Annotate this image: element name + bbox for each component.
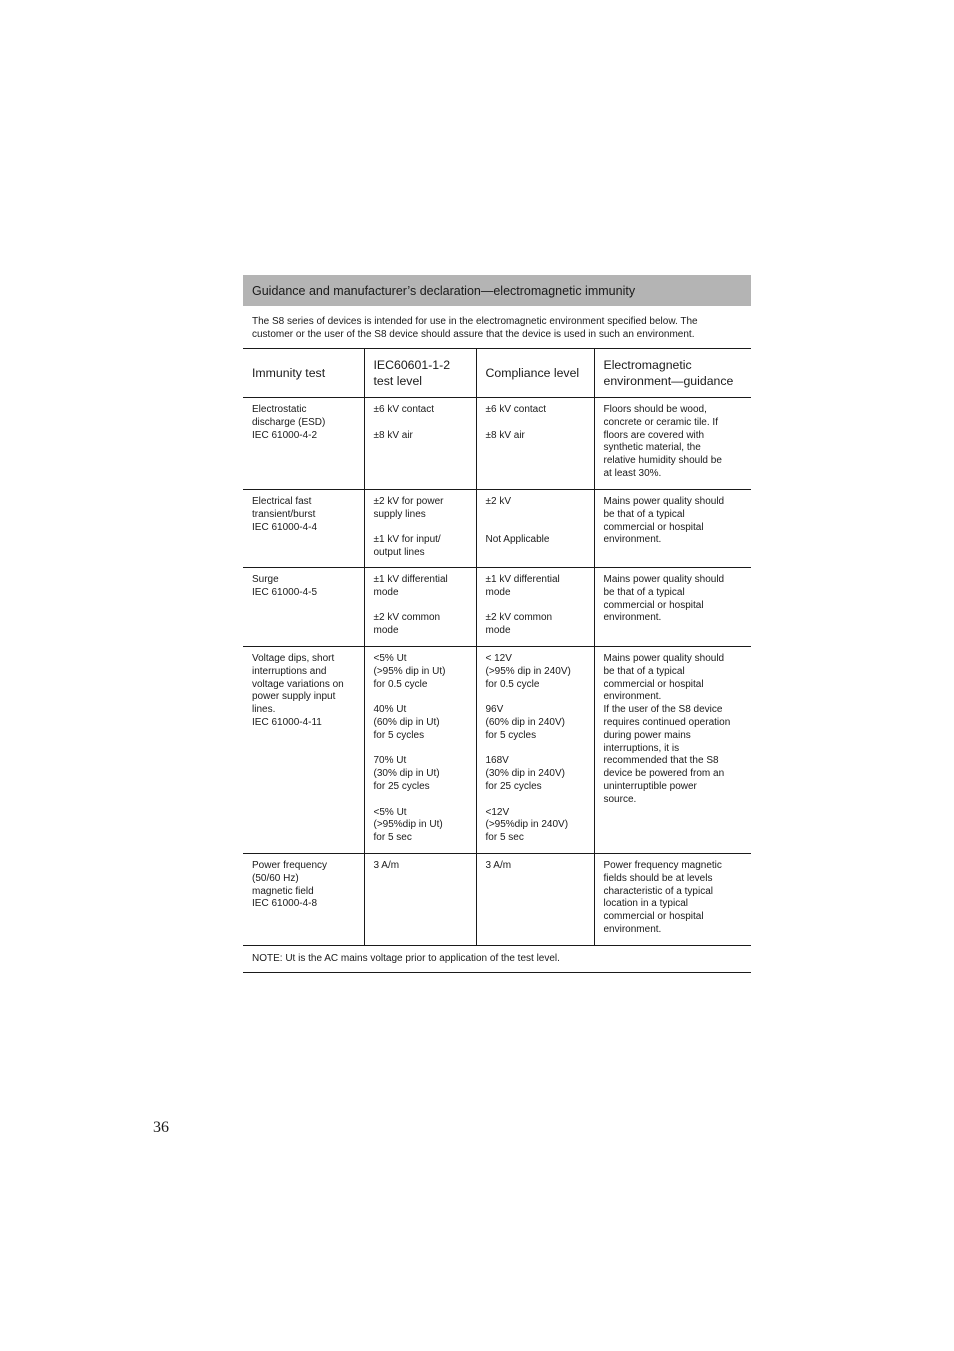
cell-line: floors are covered with	[603, 429, 705, 441]
cell-line: (30% dip in 240V)	[485, 768, 565, 780]
cell-line: output lines	[373, 547, 425, 559]
cell-line: environment.	[603, 534, 662, 546]
cell-line: during power mains	[603, 729, 691, 741]
cell-line: 168V	[485, 755, 509, 767]
cell-line: supply lines	[373, 508, 426, 520]
cell-line: <5% Ut	[373, 806, 407, 818]
guidance-cell	[594, 398, 751, 490]
cell-spacer	[486, 522, 585, 535]
cell-spacer	[374, 522, 467, 535]
cell-spacer	[374, 600, 467, 613]
cell-line: uninterruptible power	[603, 780, 697, 792]
cell-line: (60% dip in Ut)	[373, 716, 440, 728]
cell-line: 96V	[485, 704, 504, 716]
cell-line: interruptions and	[252, 665, 327, 677]
immunity-test-cell	[243, 568, 364, 647]
cell-line: Power frequency	[252, 860, 328, 871]
cell-line: commercial or hospital	[603, 521, 704, 533]
cell-line: recommended that the S8	[603, 755, 719, 767]
cell-line: ±2 kV common	[485, 612, 553, 624]
table-note: NOTE: Ut is the AC mains voltage prior to application of the test level.	[243, 945, 751, 973]
cell-spacer	[374, 743, 467, 756]
cell-line: < 12V	[485, 653, 512, 664]
immunity-test-cell	[243, 854, 364, 945]
column-header	[364, 349, 476, 398]
cell-line: requires continued operation	[603, 716, 731, 728]
cell-line: for 0.5 cycle	[485, 678, 540, 690]
test-level-cell	[364, 398, 476, 490]
cell-line: for 5 cycles	[373, 729, 425, 741]
cell-line: ±2 kV common	[373, 612, 441, 624]
cell-spacer	[374, 691, 467, 704]
cell-line: for 5 sec	[373, 832, 412, 844]
cell-line: Mains power quality should	[603, 574, 725, 585]
cell-line: be that of a typical	[603, 665, 685, 677]
cell-spacer	[486, 417, 585, 430]
cell-line: (>95% dip in Ut)	[373, 665, 446, 677]
cell-line: voltage variations on	[252, 678, 344, 690]
emc-immunity-table-section	[243, 275, 751, 973]
intro-line: customer or the user of the S8 device should assure that the device is used in such an environment.	[252, 329, 695, 340]
intro-line: The S8 series of devices is intended for use in the electromagnetic environment specified below. The	[252, 316, 698, 327]
cell-line: 3 A/m	[485, 860, 512, 871]
cell-line: commercial or hospital	[603, 911, 704, 923]
immunity-table	[243, 348, 751, 945]
cell-line: (30% dip in Ut)	[373, 768, 440, 780]
cell-line: <12V	[485, 806, 510, 818]
cell-line: ±1 kV differential	[373, 574, 448, 585]
cell-line: concrete or ceramic tile. If	[603, 416, 718, 428]
cell-line: ±8 kV air	[373, 429, 413, 441]
compliance-level-cell	[476, 647, 594, 854]
cell-line: (60% dip in 240V)	[485, 716, 565, 728]
cell-line: device be powered from an	[603, 768, 725, 780]
cell-spacer	[374, 794, 467, 807]
cell-line: Mains power quality should	[603, 653, 725, 664]
cell-line: (>95%dip in 240V)	[485, 819, 569, 831]
page-number: 36	[153, 1119, 169, 1136]
compliance-level-cell	[476, 490, 594, 568]
cell-line: IEC 61000-4-2	[252, 429, 318, 441]
cell-line: Immunity test	[252, 366, 326, 380]
cell-line: commercial or hospital	[603, 678, 704, 690]
cell-line: transient/burst	[252, 508, 316, 520]
cell-line: test level	[373, 374, 423, 388]
compliance-level-cell	[476, 568, 594, 647]
cell-line: Voltage dips, short	[252, 653, 335, 664]
cell-line: environment.	[603, 923, 662, 935]
test-level-cell	[364, 568, 476, 647]
cell-spacer	[486, 794, 585, 807]
table-row	[243, 398, 751, 490]
column-header	[476, 349, 594, 398]
guidance-cell	[594, 647, 751, 854]
cell-line: Surge	[252, 574, 279, 585]
cell-line: magnetic field	[252, 885, 314, 897]
cell-line: environment—guidance	[603, 374, 734, 388]
cell-line: Not Applicable	[485, 534, 550, 546]
cell-line: Electrical fast	[252, 496, 312, 507]
cell-line: (>95%dip in Ut)	[373, 819, 443, 831]
cell-line: ±1 kV for input/	[373, 534, 441, 546]
cell-line: 70% Ut	[373, 755, 407, 767]
cell-line: IEC 61000-4-4	[252, 521, 318, 533]
cell-line: ±8 kV air	[485, 429, 525, 441]
cell-line: environment.	[603, 691, 662, 703]
immunity-test-cell	[243, 490, 364, 568]
test-level-cell	[364, 854, 476, 945]
cell-line: discharge (ESD)	[252, 416, 326, 428]
guidance-cell	[594, 568, 751, 647]
cell-line: synthetic material, the	[603, 442, 701, 454]
cell-line: Electromagnetic	[603, 358, 692, 372]
cell-line: Floors should be wood,	[603, 404, 707, 415]
cell-line: IEC60601-1-2	[373, 358, 451, 372]
cell-line: interruptions, it is	[603, 742, 680, 754]
compliance-level-cell	[476, 398, 594, 490]
cell-line: for 25 cycles	[373, 780, 430, 792]
cell-line: mode	[373, 625, 399, 637]
cell-line: Electrostatic	[252, 404, 307, 415]
cell-line: IEC 61000-4-5	[252, 586, 318, 598]
table-row	[243, 568, 751, 647]
cell-line: at least 30%.	[603, 467, 662, 479]
cell-spacer	[486, 691, 585, 704]
column-header	[594, 349, 751, 398]
cell-line: for 5 cycles	[485, 729, 537, 741]
cell-line: IEC 61000-4-8	[252, 898, 318, 910]
table-row	[243, 854, 751, 945]
table-header-row	[243, 349, 751, 398]
cell-line: characteristic of a typical	[603, 885, 713, 897]
cell-line: relative humidity should be	[603, 455, 722, 467]
test-level-cell	[364, 490, 476, 568]
table-row	[243, 490, 751, 568]
cell-line: source.	[603, 793, 637, 805]
cell-line: 40% Ut	[373, 704, 407, 716]
cell-line: fields should be at levels	[603, 872, 713, 884]
immunity-test-cell	[243, 647, 364, 854]
cell-line: (50/60 Hz)	[252, 872, 299, 884]
cell-spacer	[486, 509, 585, 522]
table-row	[243, 647, 751, 854]
immunity-test-cell	[243, 398, 364, 490]
compliance-level-cell	[476, 854, 594, 945]
guidance-cell	[594, 854, 751, 945]
cell-line: ±2 kV	[485, 496, 511, 507]
cell-spacer	[486, 600, 585, 613]
cell-line: 3 A/m	[373, 860, 400, 871]
cell-line: environment.	[603, 612, 662, 624]
cell-line: ±2 kV for power	[373, 496, 444, 507]
cell-line: mode	[485, 625, 511, 637]
cell-line: for 25 cycles	[485, 780, 542, 792]
cell-line: <5% Ut	[373, 653, 407, 664]
cell-line: for 0.5 cycle	[373, 678, 428, 690]
cell-line: location in a typical	[603, 898, 688, 910]
intro-paragraph	[243, 306, 751, 348]
cell-line: Power frequency magnetic	[603, 860, 722, 871]
cell-line: ±6 kV contact	[485, 404, 547, 415]
cell-line: If the user of the S8 device	[603, 704, 723, 716]
guidance-cell	[594, 490, 751, 568]
cell-line: IEC 61000-4-11	[252, 716, 322, 728]
cell-line: Mains power quality should	[603, 496, 725, 507]
cell-spacer	[486, 743, 585, 756]
cell-spacer	[374, 417, 467, 430]
cell-line: mode	[373, 586, 399, 598]
cell-line: commercial or hospital	[603, 599, 704, 611]
column-header	[243, 349, 364, 398]
cell-line: be that of a typical	[603, 508, 685, 520]
cell-line: lines.	[252, 704, 276, 716]
table-title: Guidance and manufacturer’s declaration—electromagnetic immunity	[243, 275, 751, 306]
cell-line: ±1 kV differential	[485, 574, 560, 585]
test-level-cell	[364, 647, 476, 854]
cell-line: be that of a typical	[603, 586, 685, 598]
cell-line: (>95% dip in 240V)	[485, 665, 571, 677]
cell-line: mode	[485, 586, 511, 598]
cell-line: ±6 kV contact	[373, 404, 435, 415]
cell-line: Compliance level	[485, 366, 580, 380]
cell-line: power supply input	[252, 691, 336, 703]
cell-line: for 5 sec	[485, 832, 524, 844]
